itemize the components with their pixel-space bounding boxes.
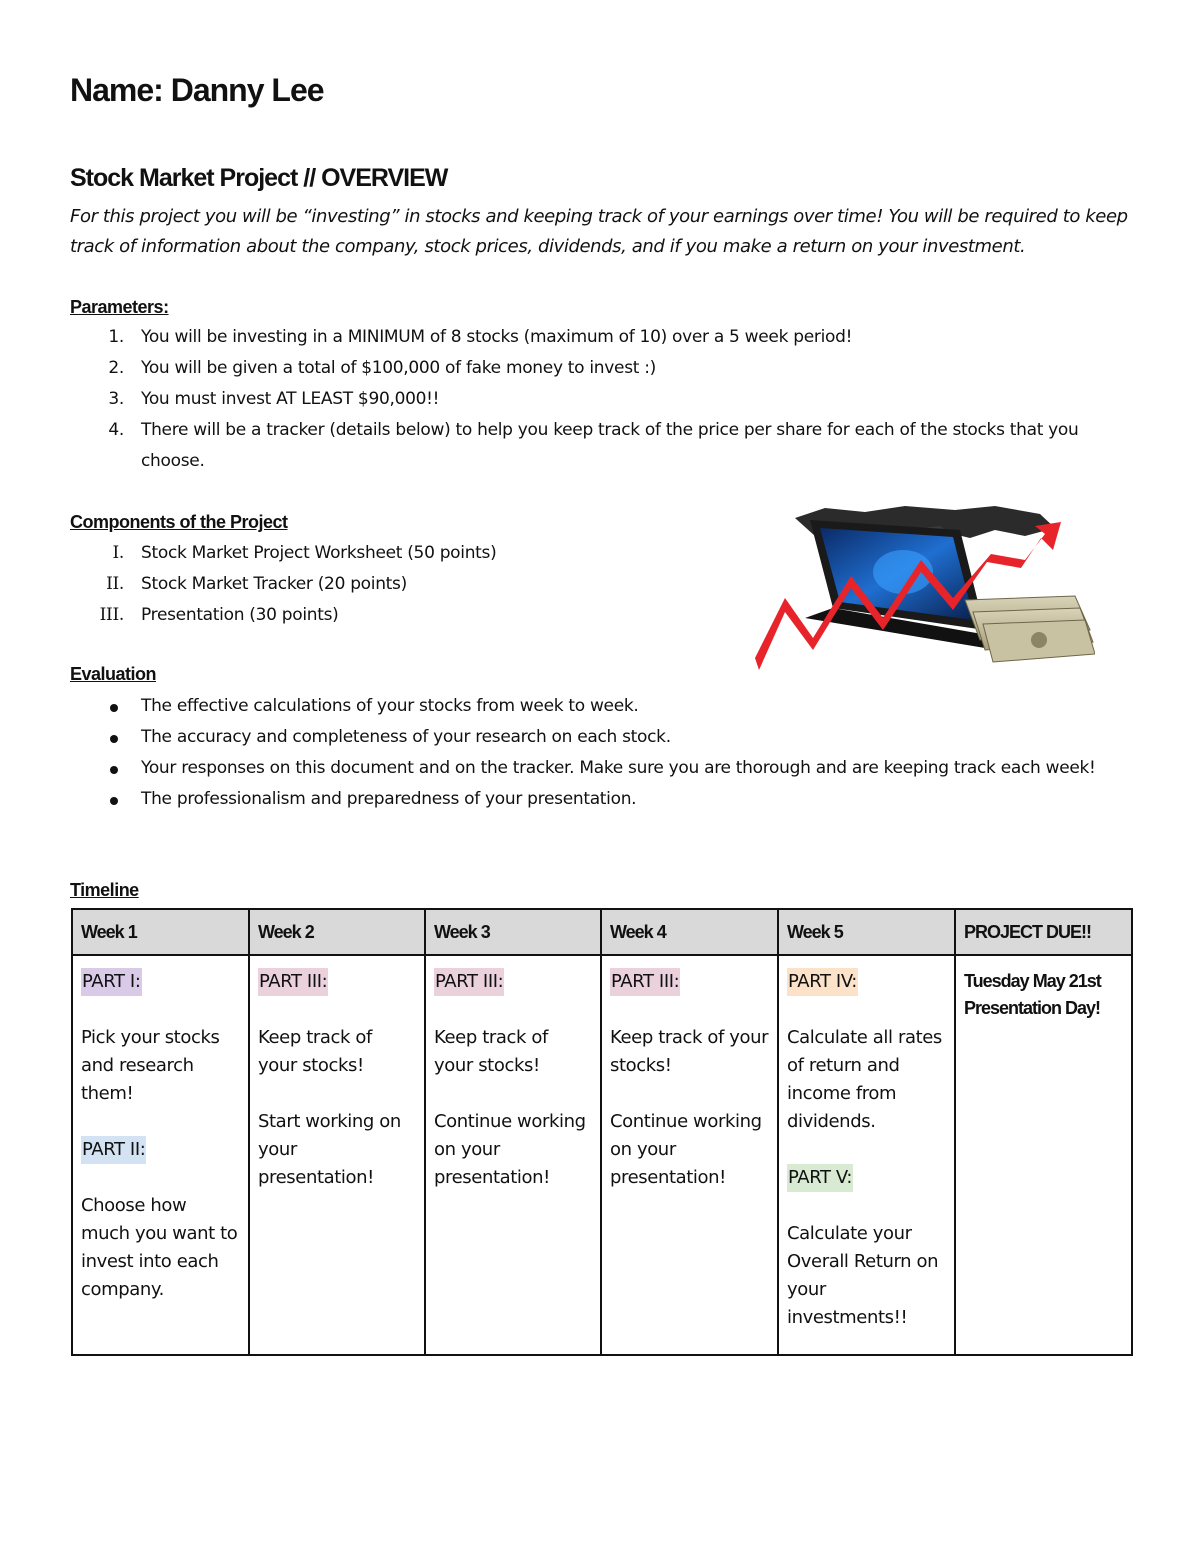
list-item <box>70 753 1130 784</box>
list-item-text: You must invest AT LEAST $90,000!! <box>141 389 440 409</box>
list-marker: 1. <box>108 327 124 347</box>
list-marker: 2. <box>108 358 124 378</box>
list-item-text: Stock Market Project Worksheet (50 points) <box>141 543 497 563</box>
header-week-1: Week 1 <box>72 909 249 955</box>
list-item <box>70 384 1130 415</box>
cell-text: Pick your stocks and research them! <box>81 1027 220 1104</box>
part-label: PART III: <box>258 968 328 996</box>
list-marker: III. <box>99 605 124 625</box>
list-item <box>70 415 1130 477</box>
cell-text: Calculate your Overall Return on your investments!! <box>787 1223 939 1328</box>
list-item <box>70 722 1130 753</box>
due-date-text: Tuesday May 21st Presentation Day! <box>964 971 1101 1018</box>
list-marker: 4. <box>108 420 124 440</box>
list-marker: 3. <box>108 389 124 409</box>
bullet-icon <box>110 797 118 805</box>
header-week-5: Week 5 <box>778 909 955 955</box>
list-marker: I. <box>112 543 124 563</box>
list-item-text: Presentation (30 points) <box>141 605 339 625</box>
list-item-text: The accuracy and completeness of your research on each stock. <box>141 727 671 747</box>
list-item-text: Stock Market Tracker (20 points) <box>141 574 407 594</box>
parameters-heading: Parameters: <box>70 297 169 317</box>
list-item <box>70 538 710 569</box>
part-label: PART IV: <box>787 968 858 996</box>
timeline-table <box>71 908 1133 1356</box>
bullet-icon <box>110 704 118 712</box>
part-label: PART III: <box>434 968 504 996</box>
project-due-cell <box>955 955 1132 1355</box>
timeline-header-row <box>72 909 1132 955</box>
list-item-text: You will be investing in a MINIMUM of 8 stocks (maximum of 10) over a 5 week period! <box>141 327 853 347</box>
header-week-2: Week 2 <box>249 909 425 955</box>
bullet-icon <box>110 766 118 774</box>
week-1-cell <box>72 955 249 1355</box>
parameters-list <box>70 322 1130 477</box>
list-item <box>70 569 710 600</box>
list-item <box>70 691 1130 722</box>
cell-text: Continue working on your presentation! <box>434 1111 586 1188</box>
stock-market-growth-illustration <box>755 500 1095 670</box>
cell-text: Continue working on your presentation! <box>610 1111 762 1188</box>
bullet-icon <box>110 735 118 743</box>
cell-text: Choose how much you want to invest into each company. <box>81 1195 238 1300</box>
week-2-cell <box>249 955 425 1355</box>
week-5-cell <box>778 955 955 1355</box>
list-item <box>70 784 1130 815</box>
part-label: PART II: <box>81 1136 146 1164</box>
intro-paragraph: For this project you will be “investing” in stocks and keeping track of your earnings over time! You will be required to keep track of information about the company, stock prices, dividends, and if you make a return on your investment. <box>70 206 1128 257</box>
part-label: PART III: <box>610 968 680 996</box>
page-title: Stock Market Project // OVERVIEW <box>70 164 448 192</box>
list-item-text: The professionalism and preparedness of your presentation. <box>141 789 637 809</box>
evaluation-list <box>70 691 1130 815</box>
list-item <box>70 322 1130 353</box>
timeline-body-row <box>72 955 1132 1355</box>
list-item-text: Your responses on this document and on the tracker. Make sure you are thorough and are keeping track each week! <box>141 758 1096 778</box>
part-label: PART I: <box>81 968 142 996</box>
part-label: PART V: <box>787 1164 853 1192</box>
list-item-text: You will be given a total of $100,000 of fake money to invest :) <box>141 358 656 378</box>
list-item-text: The effective calculations of your stocks from week to week. <box>141 696 639 716</box>
list-item <box>70 600 710 631</box>
header-week-3: Week 3 <box>425 909 601 955</box>
week-4-cell <box>601 955 778 1355</box>
student-name: Name: Danny Lee <box>70 72 324 108</box>
header-project-due: PROJECT DUE!! <box>955 909 1132 955</box>
list-marker: II. <box>106 574 124 594</box>
cell-text: Keep track of your stocks! <box>258 1027 372 1076</box>
evaluation-heading: Evaluation <box>70 664 157 684</box>
cell-text: Keep track of your stocks! <box>610 1027 769 1076</box>
cell-text: Start working on your presentation! <box>258 1111 401 1188</box>
timeline-heading: Timeline <box>70 880 139 900</box>
header-week-4: Week 4 <box>601 909 778 955</box>
cell-text: Keep track of your stocks! <box>434 1027 548 1076</box>
cell-text: Calculate all rates of return and income from dividends. <box>787 1027 942 1132</box>
components-list <box>70 538 710 631</box>
list-item <box>70 353 1130 384</box>
week-3-cell <box>425 955 601 1355</box>
components-heading: Components of the Project <box>70 512 288 532</box>
list-item-text: There will be a tracker (details below) to help you keep track of the price per share for each of the stocks that you choose. <box>141 420 1079 471</box>
